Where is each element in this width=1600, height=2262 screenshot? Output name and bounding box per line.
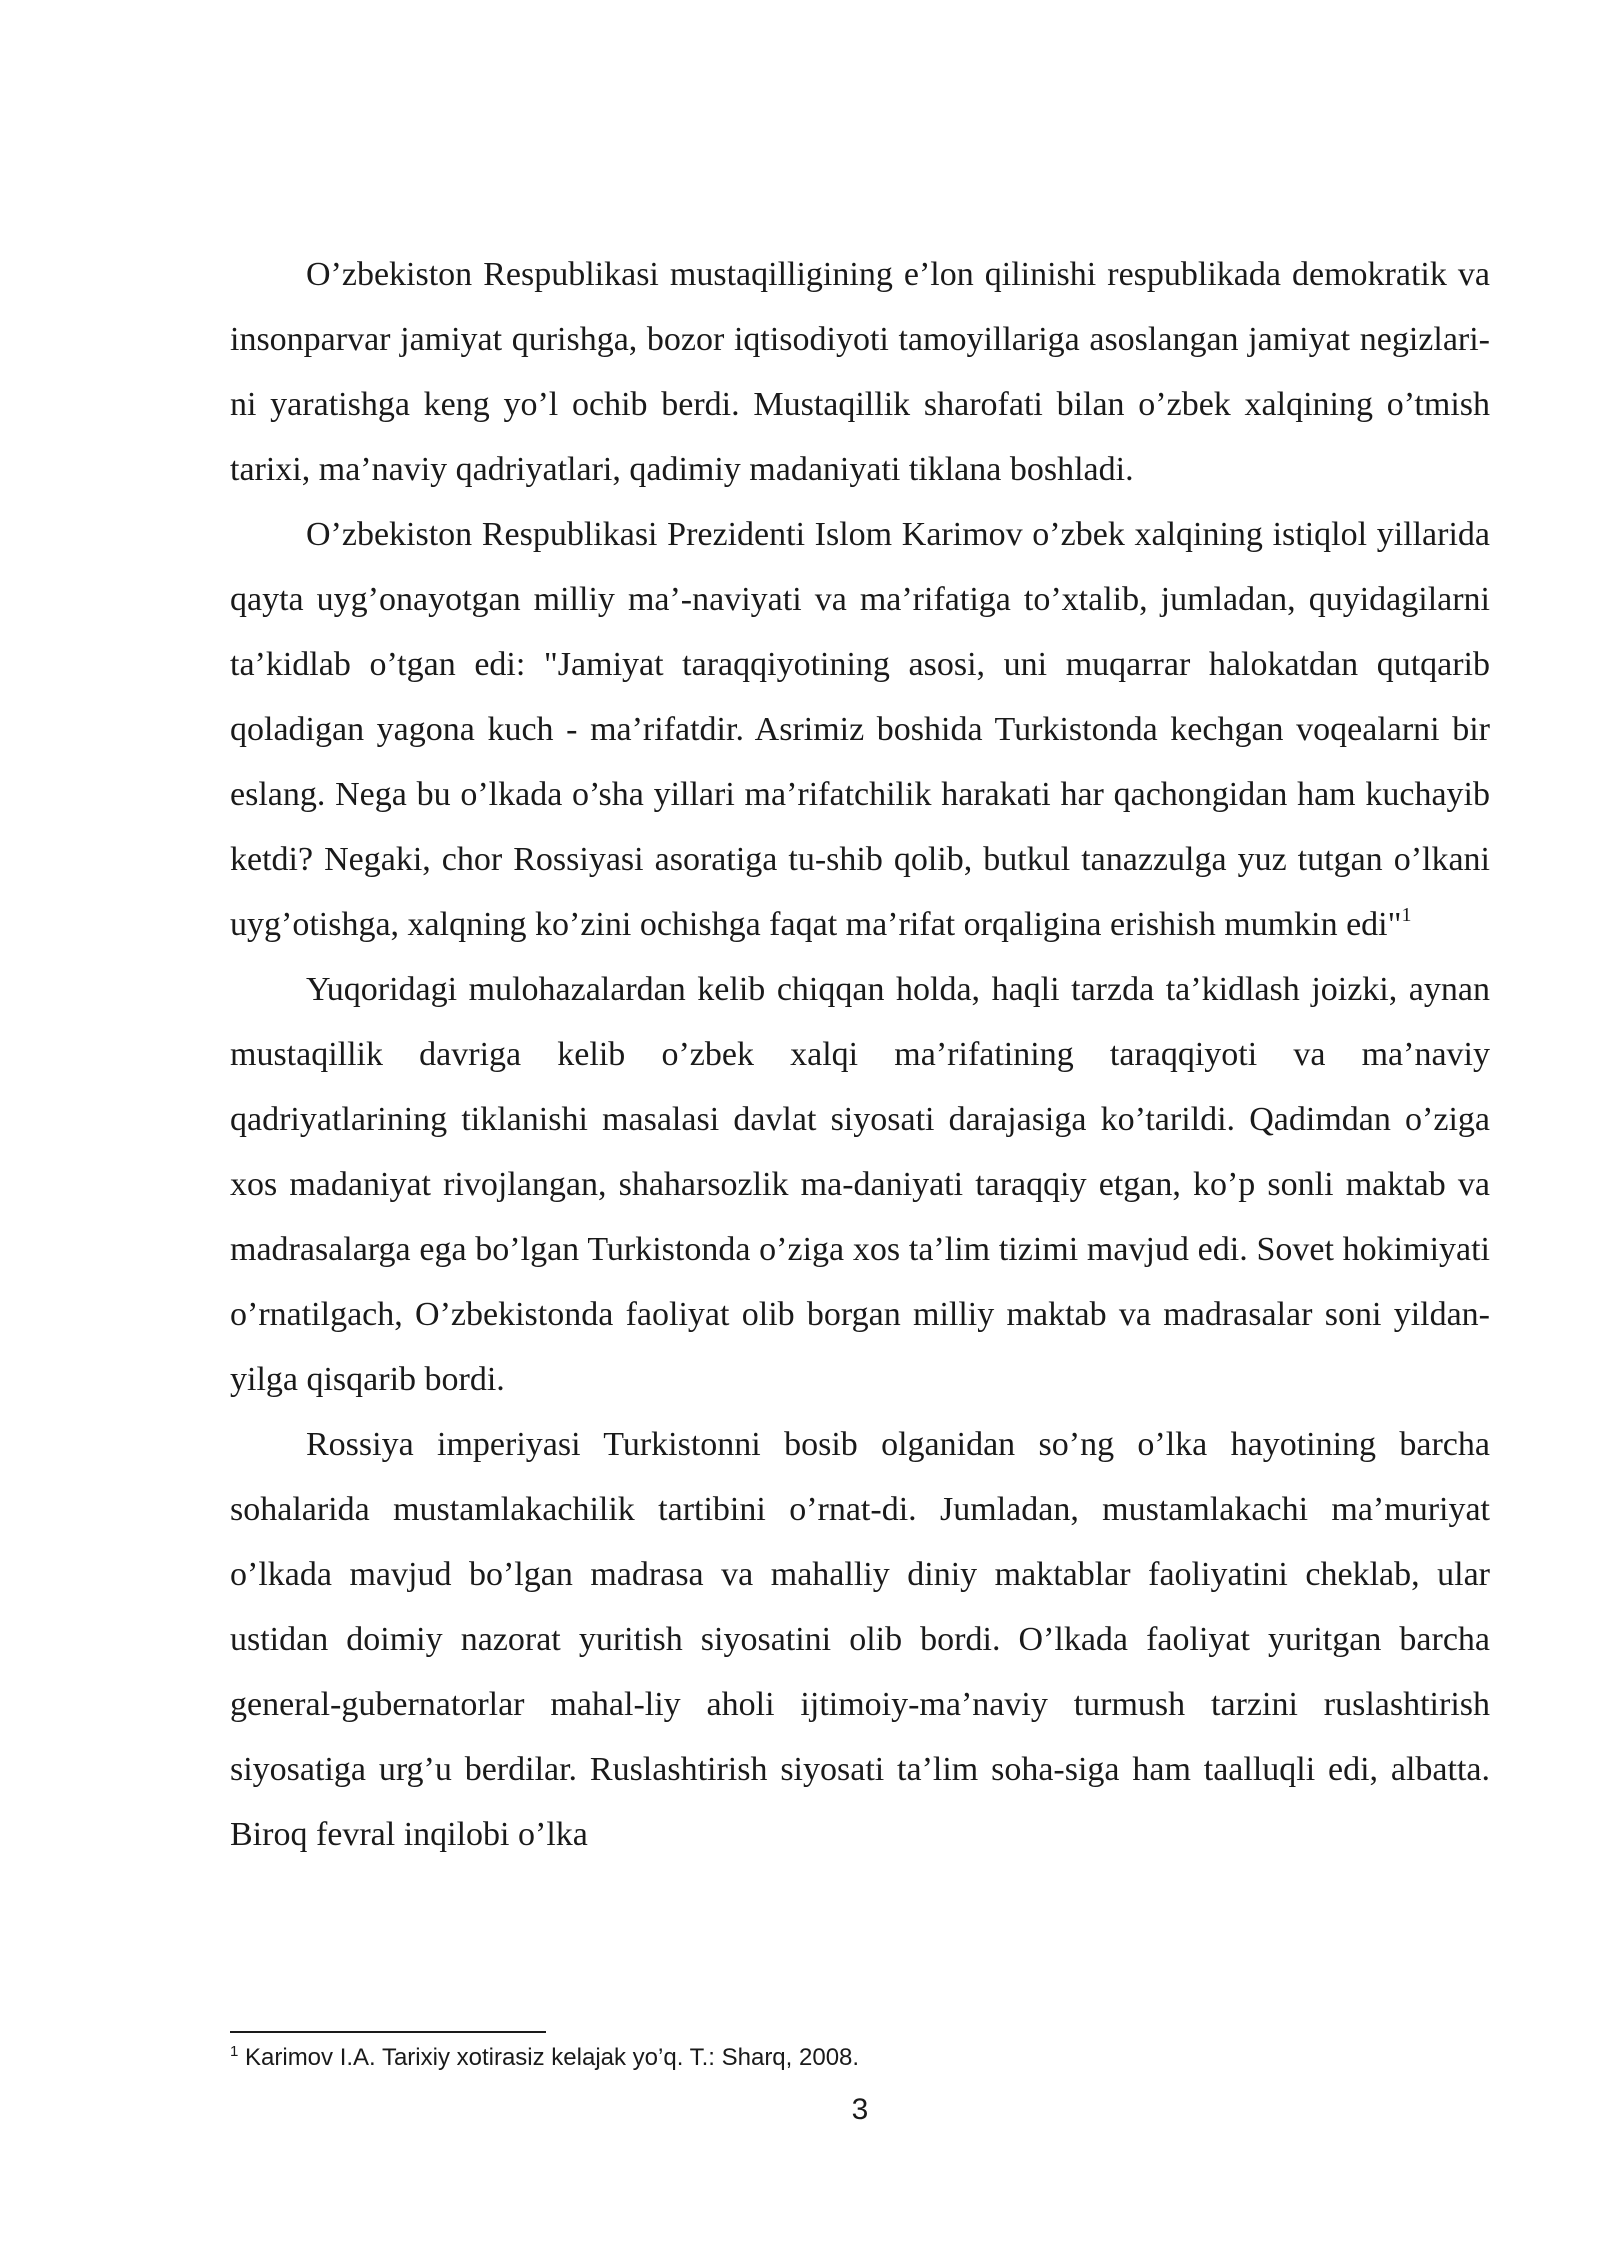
paragraph-2-text: O’zbekiston Respublikasi Prezidenti Islom Karimov o’zbek xalqining istiqlol yillarida qayta uyg’onayotgan milliy ma’-naviyati va ma’rifatiga to’xtalib, jumladan, quyidagilarni ta’kidlab o’tgan edi: "Jamiyat taraqqiyotining asosi, uni muqarrar halokatdan qutqarib qoladigan yagona kuch - ma’rifatdir. Asrimiz boshida Turkistonda kechgan voqealarni bir eslang. Nega bu o’lkada o’sha yillari ma’rifatchilik harakati har qachongidan ham kuchayib ketdi? Negaki, chor Rossiyasi asoratiga tu-shib qolib, butkul tanazzulga yuz tutgan o’lkani uyg’otishga, xalqning ko’zini ochishga faqat ma’rifat orqaligina erishish mumkin edi" bbox=[230, 516, 1490, 943]
paragraph-1: O’zbekiston Respublikasi mustaqilligining e’lon qilinishi respublikada demokratik va insonparvar jamiyat qurishga, bozor iqtisodiyoti tamoyillariga asoslangan jamiyat negizlari-ni yaratishga keng yo’l ochib berdi. Mustaqillik sharofati bilan o’zbek xalqining o’tmish tarixi, ma’naviy qadriyatlari, qadimiy madaniyati tiklana boshladi. bbox=[230, 256, 1490, 488]
footnote-reference[interactable]: 1 bbox=[1401, 903, 1412, 926]
page-number: 3 bbox=[851, 2093, 869, 2126]
footnote-separator bbox=[230, 2031, 546, 2033]
footnote bbox=[230, 2042, 1490, 2074]
paragraph-4: Rossiya imperiyasi Turkistonni bosib olganidan so’ng o’lka hayotining barcha sohalarida mustamlakachilik tartibini o’rnat-di. Jumladan, mustamlakachi ma’muriyat o’lkada mavjud bo’lgan madrasa va mahalliy diniy maktablar faoliyatini cheklab, ular ustidan doimiy nazorat yuritish siyosatini olib bordi. O’lkada faoliyat yuritgan barcha general-gubernatorlar mahal-liy aholi ijtimoiy-ma’naviy turmush tarzini ruslashtirish siyosatiga urg’u berdilar. Ruslashtirish siyosati ta’lim soha-siga ham taalluqli edi, albatta. Biroq fevral inqilobi o’lka bbox=[230, 1426, 1490, 1853]
paragraph-3: Yuqoridagi mulohazalardan kelib chiqqan holda, haqli tarzda ta’kidlash joizki, aynan mustaqillik davriga kelib o’zbek xalqi ma’rifatining taraqqiyoti va ma’naviy qadriyatlarining tiklanishi masalasi davlat siyosati darajasiga ko’tarildi. Qadimdan o’ziga xos madaniyat rivojlangan, shaharsozlik ma-daniyati taraqqiy etgan, ko’p sonli maktab va madrasalarga ega bo’lgan Turkistonda o’ziga xos ta’lim tizimi mavjud edi. Sovet hokimiyati o’rnatilgach, O’zbekistonda faoliyat olib borgan milliy maktab va madrasalar soni yildan-yilga qisqarib bordi. bbox=[230, 971, 1490, 1398]
body-text bbox=[230, 242, 1490, 1867]
footnote-number: 1 bbox=[230, 2043, 239, 2060]
paragraph-2 bbox=[230, 502, 1490, 957]
footnote-text: Karimov I.A. Tarixiy xotirasiz kelajak yo’q. T.: Sharq, 2008. bbox=[238, 2044, 860, 2071]
